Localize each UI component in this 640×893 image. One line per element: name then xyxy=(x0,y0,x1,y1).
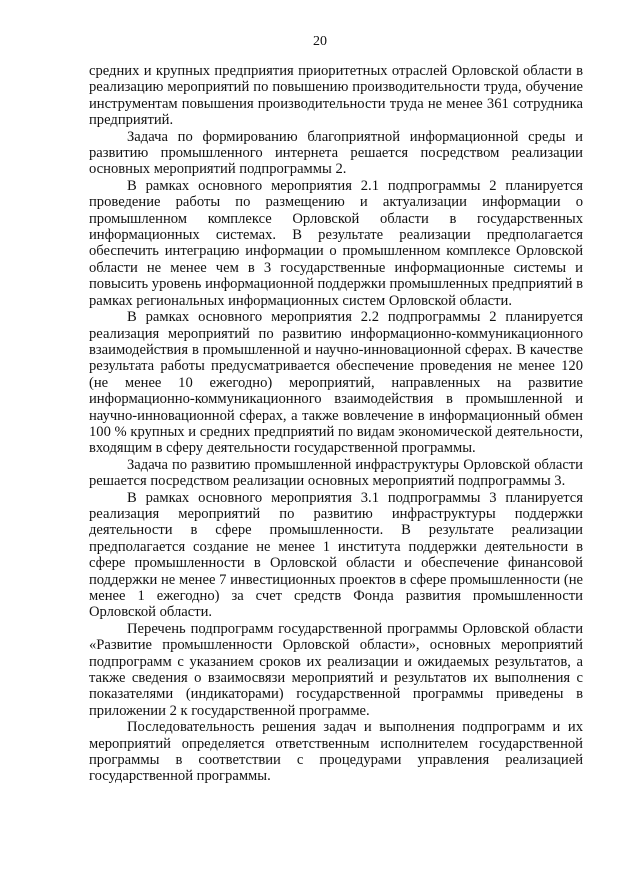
paragraph-measure-3-1: В рамках основного мероприятия 3.1 подпрограммы 3 планируется реализация мероприятий по развитию инфраструктуры поддержки деятельности в сфере промышленности. В результате реализации предполагается создание не менее 1 института поддержки деятельности в сфере промышленности в Орловской области и обеспечение финансовой поддержки не менее 7 инвестиционных проектов в сфере промышленности (не менее 1 ежегодно) за счет средств Фонда развития промышленности Орловской области. xyxy=(89,489,583,621)
paragraph-task-infrastructure: Задача по развитию промышленной инфраструктуры Орловской области решается посредством реализации основных мероприятий подпрограммы 3. xyxy=(89,456,583,490)
document-body xyxy=(89,63,583,785)
paragraph-sequence: Последовательность решения задач и выполнения подпрограмм и их мероприятий определяется ответственным исполнителем государственной программы в соответствии с процедурами управления реализацией государственной программы. xyxy=(89,719,583,785)
paragraph-continuation: средних и крупных предприятия приоритетных отраслей Орловской области в реализацию мероприятий по повышению производительности труда, обучение инструментам повышения производительности труда не менее 361 сотрудника предприятий. xyxy=(89,63,583,129)
page-number: 20 xyxy=(313,34,327,49)
paragraph-task-information-environment: Задача по формированию благоприятной информационной среды и развитию промышленного интернета решается посредством реализации основных мероприятий подпрограммы 2. xyxy=(89,128,583,178)
paragraph-measure-2-2: В рамках основного мероприятия 2.2 подпрограммы 2 планируется реализация мероприятий по развитию информационно-коммуникационного взаимодействия в промышленной и научно-инновационной сферах. В качестве результата работы предусматривается обеспечение проведения не менее 120 (не менее 10 ежегодно) мероприятий, направленных на развитие информационно-коммуникационного взаимодействия в промышленной и научно-инновационной сферах, а также вовлечение в информационный обмен 100 % крупных и средних предприятий по видам экономической деятельности, входящим в сферу деятельности государственной программы. xyxy=(89,309,583,457)
paragraph-subprogram-list: Перечень подпрограмм государственной программы Орловской области «Развитие промышленности Орловской области», основных мероприятий подпрограмм с указанием сроков их реализации и ожидаемых результатов, а также сведения о взаимосвязи мероприятий и результатов их выполнения с показателями (индикаторами) государственной программы приведены в приложении 2 к государственной программе. xyxy=(89,620,583,719)
paragraph-measure-2-1: В рамках основного мероприятия 2.1 подпрограммы 2 планируется проведение работы по размещению и актуализации информации о промышленном комплексе Орловской области в государственных информационных системах. В результате реализации предполагается обеспечить интеграцию информации о промышленном комплексе Орловской области не менее чем в 3 государственные информационные системы и повысить уровень информационной поддержки промышленных предприятий в рамках региональных информационных систем Орловской области. xyxy=(89,177,583,309)
